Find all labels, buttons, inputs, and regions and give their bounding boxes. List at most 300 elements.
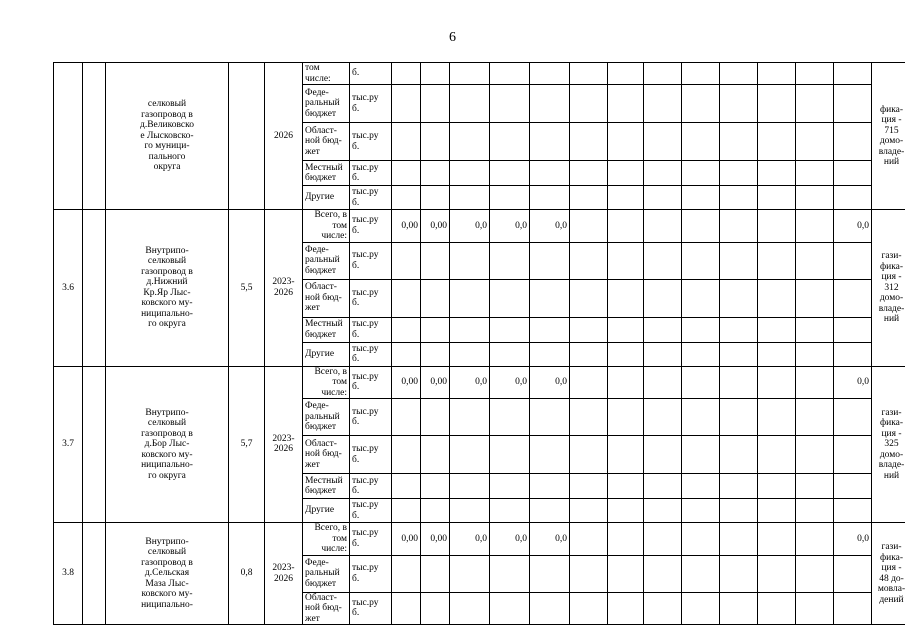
unit-text: тыс.ру б.: [352, 371, 379, 393]
empty-cell: [796, 242, 834, 279]
value-cell-4: [490, 399, 530, 436]
value-cell-2: [421, 123, 450, 161]
empty-cell: [682, 399, 720, 436]
empty-cell: [720, 592, 758, 625]
value-cell-5: [530, 63, 570, 85]
empty-cell: [720, 399, 758, 436]
empty-cell: [682, 555, 720, 592]
result-description: [872, 210, 905, 367]
value-cell-4: [490, 474, 530, 499]
object-name: [106, 210, 229, 367]
empty-cell: [644, 123, 682, 161]
empty-cell: [720, 186, 758, 210]
value-cell-2: [421, 279, 450, 317]
empty-cell: [644, 210, 682, 243]
object-name-text: Внутрипо- селковый газопровод в д.Бор Лыс- ковского му- ниципально- го округа: [141, 407, 193, 481]
empty-cell: [720, 474, 758, 499]
empty-cell: [796, 366, 834, 399]
object-name: [106, 523, 229, 625]
empty-cell: [682, 436, 720, 474]
empty-cell: [720, 555, 758, 592]
empty-cell: [570, 499, 608, 523]
empty-cell: [720, 279, 758, 317]
unit-text: тыс.ру б.: [352, 528, 379, 549]
funding-source-text: Феде- ральный бюджет: [305, 401, 340, 433]
row-blank-cell: [83, 63, 106, 210]
empty-cell: [796, 592, 834, 625]
empty-cell: [758, 279, 796, 317]
funding-source: [303, 399, 350, 436]
empty-cell: [682, 63, 720, 85]
unit-cell: [350, 474, 392, 499]
value-cell-1: [392, 474, 421, 499]
funding-source-text: Другие: [305, 348, 335, 359]
row-number: 3.8: [54, 523, 83, 625]
capacity-km: 5,5: [229, 210, 265, 367]
unit-cell: [350, 279, 392, 317]
value-cell-2: [421, 161, 450, 186]
empty-cell: [796, 186, 834, 210]
empty-cell: [644, 317, 682, 342]
empty-cell: [682, 186, 720, 210]
empty-cell: [796, 161, 834, 186]
value-cell-3: [450, 161, 490, 186]
value-cell-4: [490, 342, 530, 366]
value-cell-1: [392, 279, 421, 317]
value-cell-5: [530, 342, 570, 366]
empty-cell: [570, 63, 608, 85]
value-cell-3: [450, 186, 490, 210]
value-cell-4: [490, 63, 530, 85]
total-cell: [834, 242, 872, 279]
years-text: 2023- 2026: [272, 563, 295, 584]
empty-cell: [758, 186, 796, 210]
value-cell-2: [421, 555, 450, 592]
total-cell: 0,0: [834, 210, 872, 243]
funding-source: [303, 592, 350, 625]
object-name-text: Внутрипо- селковый газопровод в д.Нижний Кр.Яр Лыс- ковского му- ниципально- го округа: [141, 245, 193, 330]
value-cell-1: [392, 317, 421, 342]
value-cell-1: [392, 242, 421, 279]
value-cell-2: [421, 342, 450, 366]
unit-text: тыс.ру б.: [352, 215, 379, 236]
total-cell: [834, 592, 872, 625]
funding-source-text: Местный бюджет: [305, 319, 343, 340]
value-cell-2: [421, 474, 450, 499]
funding-source-text: Всего, в том числе:: [314, 523, 347, 554]
empty-cell: [570, 210, 608, 243]
implementation-years: [265, 523, 303, 625]
value-cell-5: [530, 317, 570, 342]
unit-cell: [350, 186, 392, 210]
empty-cell: [570, 186, 608, 210]
funding-source: [303, 555, 350, 592]
unit-cell: [350, 317, 392, 342]
value-cell-2: [421, 242, 450, 279]
value-cell-3: [450, 399, 490, 436]
row-blank-cell: [83, 523, 106, 625]
empty-cell: [570, 366, 608, 399]
value-cell-3: [450, 499, 490, 523]
empty-cell: [758, 436, 796, 474]
value-cell-4: [490, 186, 530, 210]
empty-cell: [682, 366, 720, 399]
unit-cell: [350, 399, 392, 436]
funding-source-text: Всего, в том числе:: [314, 366, 347, 398]
empty-cell: [758, 399, 796, 436]
unit-cell: [350, 592, 392, 625]
unit-cell: [350, 342, 392, 366]
value-cell-3: 0,0: [450, 210, 490, 243]
empty-cell: [644, 186, 682, 210]
value-cell-3: [450, 474, 490, 499]
empty-cell: [796, 474, 834, 499]
value-cell-5: 0,0: [530, 366, 570, 399]
empty-cell: [682, 161, 720, 186]
empty-cell: [608, 317, 644, 342]
empty-cell: [758, 85, 796, 123]
empty-cell: [682, 85, 720, 123]
funding-source-text: Област- ной бюд- жет: [305, 282, 342, 314]
empty-cell: [644, 399, 682, 436]
object-name-text: селковый газопровод в д.Великовско е Лысковско- го муници- пального округа: [140, 99, 194, 173]
total-cell: [834, 436, 872, 474]
value-cell-1: [392, 63, 421, 85]
empty-cell: [608, 161, 644, 186]
row-blank-cell: [83, 366, 106, 523]
empty-cell: [682, 242, 720, 279]
empty-cell: [644, 342, 682, 366]
empty-cell: [608, 399, 644, 436]
empty-cell: [644, 85, 682, 123]
result-text: гази- фика- ция - 48 до- мовла- дений: [877, 542, 905, 605]
empty-cell: [570, 161, 608, 186]
value-cell-3: 0,0: [450, 523, 490, 556]
funding-source-text: Другие: [305, 192, 335, 203]
page-number: 6: [449, 30, 456, 45]
value-cell-5: [530, 161, 570, 186]
years-text: 2026: [274, 130, 293, 141]
empty-cell: [720, 161, 758, 186]
empty-cell: [796, 210, 834, 243]
row-number: 3.6: [54, 210, 83, 367]
value-cell-4: [490, 279, 530, 317]
value-cell-2: [421, 399, 450, 436]
empty-cell: [720, 63, 758, 85]
empty-cell: [758, 317, 796, 342]
empty-cell: [570, 592, 608, 625]
value-cell-3: [450, 555, 490, 592]
value-cell-3: 0,0: [450, 366, 490, 399]
funding-source-text: том числе:: [305, 63, 331, 84]
unit-cell: [350, 555, 392, 592]
empty-cell: [570, 123, 608, 161]
value-cell-4: 0,0: [490, 210, 530, 243]
funding-source-text: Всего, в том числе:: [314, 210, 347, 241]
total-cell: [834, 399, 872, 436]
empty-cell: [796, 436, 834, 474]
capacity-km: 0,8: [229, 523, 265, 625]
empty-cell: [570, 436, 608, 474]
funding-source: [303, 499, 350, 523]
empty-cell: [796, 342, 834, 366]
empty-cell: [682, 592, 720, 625]
value-cell-5: 0,0: [530, 210, 570, 243]
empty-cell: [758, 210, 796, 243]
unit-text: тыс.ру б.: [352, 187, 379, 208]
empty-cell: [720, 436, 758, 474]
value-cell-1: [392, 342, 421, 366]
empty-cell: [758, 123, 796, 161]
unit-text: тыс.ру б.: [352, 162, 379, 183]
empty-cell: [608, 210, 644, 243]
empty-cell: [682, 279, 720, 317]
empty-cell: [608, 85, 644, 123]
value-cell-5: [530, 399, 570, 436]
empty-cell: [796, 317, 834, 342]
empty-cell: [682, 210, 720, 243]
empty-cell: [570, 342, 608, 366]
funding-source: [303, 161, 350, 186]
empty-cell: [682, 123, 720, 161]
empty-cell: [608, 279, 644, 317]
value-cell-2: 0,00: [421, 523, 450, 556]
implementation-years: [265, 210, 303, 367]
value-cell-4: [490, 123, 530, 161]
empty-cell: [796, 399, 834, 436]
funding-source: [303, 342, 350, 366]
result-text: гази- фика- ция - 325 домо- владе- ний: [878, 407, 905, 481]
empty-cell: [758, 342, 796, 366]
funding-source: [303, 474, 350, 499]
value-cell-1: [392, 123, 421, 161]
funding-source: [303, 523, 350, 556]
value-cell-1: [392, 399, 421, 436]
empty-cell: [682, 317, 720, 342]
value-cell-4: 0,0: [490, 366, 530, 399]
empty-cell: [608, 366, 644, 399]
empty-cell: [682, 474, 720, 499]
unit-text: тыс.ру б.: [352, 500, 379, 521]
empty-cell: [570, 242, 608, 279]
value-cell-5: [530, 123, 570, 161]
empty-cell: [570, 279, 608, 317]
empty-cell: [570, 474, 608, 499]
implementation-years: [265, 366, 303, 523]
row-number: 3.7: [54, 366, 83, 523]
value-cell-5: [530, 242, 570, 279]
funding-source: [303, 317, 350, 342]
funding-source-text: Местный бюджет: [305, 162, 343, 183]
value-cell-5: [530, 592, 570, 625]
investment-program-table: [53, 62, 905, 625]
total-cell: [834, 317, 872, 342]
unit-text: тыс.ру б.: [352, 131, 379, 152]
empty-cell: [644, 366, 682, 399]
capacity-km: [229, 63, 265, 210]
value-cell-1: [392, 85, 421, 123]
value-cell-2: [421, 436, 450, 474]
empty-cell: [682, 342, 720, 366]
empty-cell: [682, 523, 720, 556]
value-cell-2: [421, 499, 450, 523]
total-cell: [834, 186, 872, 210]
value-cell-5: [530, 499, 570, 523]
value-cell-4: [490, 161, 530, 186]
value-cell-4: [490, 85, 530, 123]
funding-source: [303, 63, 350, 85]
value-cell-2: [421, 186, 450, 210]
total-cell: [834, 161, 872, 186]
empty-cell: [570, 317, 608, 342]
empty-cell: [796, 555, 834, 592]
years-text: 2023- 2026: [272, 277, 295, 298]
empty-cell: [720, 85, 758, 123]
funding-source-text: Област- ной бюд- жет: [305, 125, 342, 157]
unit-cell: [350, 242, 392, 279]
empty-cell: [644, 242, 682, 279]
empty-cell: [720, 317, 758, 342]
value-cell-3: [450, 436, 490, 474]
value-cell-4: [490, 592, 530, 625]
empty-cell: [608, 474, 644, 499]
value-cell-5: [530, 436, 570, 474]
empty-cell: [720, 210, 758, 243]
value-cell-3: [450, 592, 490, 625]
funding-source: [303, 366, 350, 399]
capacity-km: 5,7: [229, 366, 265, 523]
unit-cell: [350, 366, 392, 399]
empty-cell: [758, 555, 796, 592]
empty-cell: [608, 63, 644, 85]
row-blank-cell: [83, 210, 106, 367]
empty-cell: [758, 474, 796, 499]
empty-cell: [644, 474, 682, 499]
years-text: 2023- 2026: [272, 433, 295, 455]
value-cell-1: [392, 186, 421, 210]
value-cell-3: [450, 85, 490, 123]
table-row: [54, 63, 905, 85]
total-cell: [834, 555, 872, 592]
value-cell-4: [490, 555, 530, 592]
empty-cell: [644, 161, 682, 186]
unit-text: тыс.ру б.: [352, 475, 379, 496]
value-cell-3: [450, 123, 490, 161]
value-cell-4: [490, 436, 530, 474]
object-name-text: Внутрипо- селковый газопровод в д.Сельская Маза Лыс- ковского му- ниципально-: [141, 536, 193, 610]
empty-cell: [758, 499, 796, 523]
empty-cell: [608, 555, 644, 592]
value-cell-2: [421, 85, 450, 123]
unit-text: тыс.ру б.: [352, 563, 379, 584]
value-cell-4: [490, 499, 530, 523]
empty-cell: [758, 161, 796, 186]
value-cell-3: [450, 63, 490, 85]
total-cell: [834, 123, 872, 161]
total-cell: [834, 499, 872, 523]
unit-text: тыс.ру б.: [352, 319, 379, 340]
implementation-years: [265, 63, 303, 210]
empty-cell: [758, 242, 796, 279]
value-cell-5: [530, 186, 570, 210]
empty-cell: [796, 279, 834, 317]
empty-cell: [608, 523, 644, 556]
value-cell-5: 0,0: [530, 523, 570, 556]
value-cell-1: [392, 555, 421, 592]
empty-cell: [720, 342, 758, 366]
value-cell-2: 0,00: [421, 366, 450, 399]
empty-cell: [796, 123, 834, 161]
total-cell: [834, 342, 872, 366]
total-cell: 0,0: [834, 523, 872, 556]
value-cell-2: 0,00: [421, 210, 450, 243]
unit-cell: [350, 523, 392, 556]
funding-source-text: Област- ной бюд- жет: [305, 438, 342, 470]
total-cell: [834, 85, 872, 123]
empty-cell: [758, 523, 796, 556]
unit-text: тыс.ру б.: [352, 597, 379, 619]
value-cell-5: [530, 85, 570, 123]
value-cell-5: [530, 279, 570, 317]
value-cell-3: [450, 342, 490, 366]
value-cell-5: [530, 474, 570, 499]
total-cell: [834, 279, 872, 317]
empty-cell: [758, 592, 796, 625]
empty-cell: [796, 63, 834, 85]
empty-cell: [758, 366, 796, 399]
value-cell-3: [450, 317, 490, 342]
empty-cell: [608, 186, 644, 210]
unit-cell: [350, 436, 392, 474]
result-text: гази- фика- ция - 312 домо- владе- ний: [878, 251, 905, 324]
empty-cell: [796, 523, 834, 556]
empty-cell: [570, 399, 608, 436]
funding-source: [303, 85, 350, 123]
empty-cell: [570, 523, 608, 556]
unit-cell: [350, 85, 392, 123]
value-cell-1: 0,00: [392, 366, 421, 399]
empty-cell: [570, 85, 608, 123]
empty-cell: [608, 592, 644, 625]
empty-cell: [644, 523, 682, 556]
table-row: [54, 523, 905, 556]
unit-text: б.: [352, 68, 360, 79]
funding-source-text: Феде- ральный бюджет: [305, 87, 340, 119]
value-cell-4: [490, 317, 530, 342]
empty-cell: [720, 123, 758, 161]
value-cell-3: [450, 279, 490, 317]
empty-cell: [720, 242, 758, 279]
unit-cell: [350, 63, 392, 85]
empty-cell: [644, 279, 682, 317]
empty-cell: [608, 342, 644, 366]
empty-cell: [796, 85, 834, 123]
empty-cell: [644, 555, 682, 592]
total-cell: [834, 63, 872, 85]
unit-cell: [350, 161, 392, 186]
result-description: [872, 366, 905, 523]
value-cell-1: 0,00: [392, 523, 421, 556]
row-number: [54, 63, 83, 210]
total-cell: [834, 474, 872, 499]
value-cell-3: [450, 242, 490, 279]
unit-cell: [350, 123, 392, 161]
value-cell-2: [421, 592, 450, 625]
empty-cell: [758, 63, 796, 85]
funding-source: [303, 186, 350, 210]
value-cell-4: [490, 242, 530, 279]
unit-text: тыс.ру б.: [352, 93, 379, 114]
